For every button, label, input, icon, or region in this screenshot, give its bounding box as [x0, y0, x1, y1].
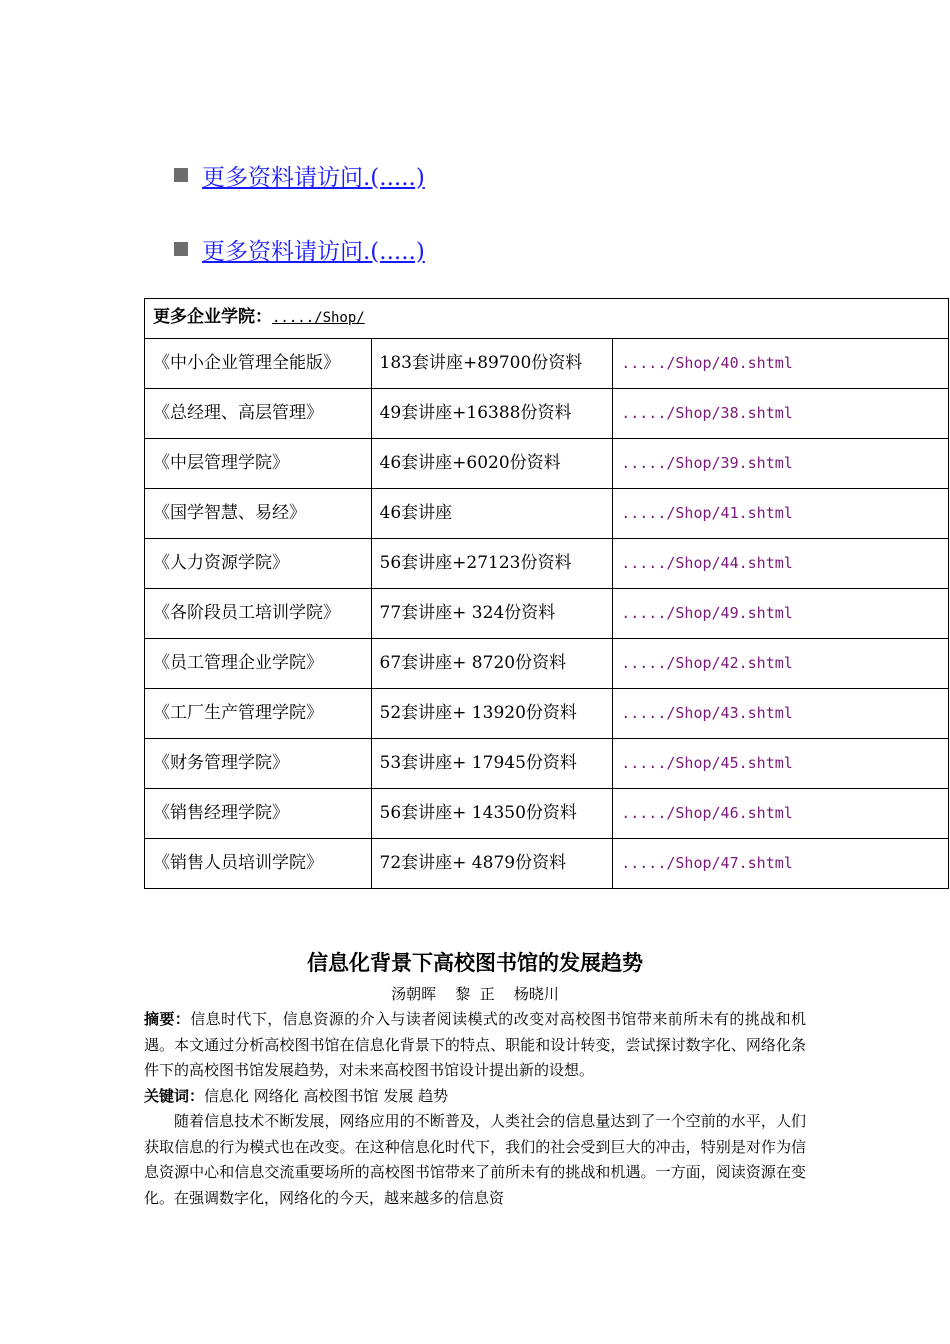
article-authors: 汤朝晖 黎 正 杨晓川 — [391, 985, 559, 1003]
table-header-cell — [145, 299, 949, 339]
course-name: 《总经理、高层管理》 — [145, 389, 372, 439]
table-row — [145, 589, 949, 639]
course-desc: 49套讲座+16388份资料 — [371, 389, 613, 439]
course-link[interactable]: ...../Shop/40.shtml — [621, 354, 793, 372]
table-row — [145, 639, 949, 689]
course-desc: 46套讲座+6020份资料 — [371, 439, 613, 489]
course-name: 《工厂生产管理学院》 — [145, 689, 372, 739]
table-row — [145, 689, 949, 739]
course-name: 《中层管理学院》 — [145, 439, 372, 489]
course-name: 《人力资源学院》 — [145, 539, 372, 589]
table-row — [145, 539, 949, 589]
course-name: 《员工管理企业学院》 — [145, 639, 372, 689]
table-row — [145, 489, 949, 539]
keywords-text: 信息化 网络化 高校图书馆 发展 趋势 — [204, 1086, 449, 1105]
course-link[interactable]: ...../Shop/43.shtml — [621, 704, 793, 722]
course-name: 《销售人员培训学院》 — [145, 839, 372, 889]
course-desc: 52套讲座+ 13920份资料 — [371, 689, 613, 739]
keywords-label: 关键词： — [144, 1086, 205, 1105]
course-name: 《销售经理学院》 — [145, 789, 372, 839]
keywords-paragraph — [144, 1084, 806, 1110]
course-desc: 56套讲座+ 14350份资料 — [371, 789, 613, 839]
shop-table — [144, 298, 949, 889]
abstract-label: 摘要： — [144, 1010, 191, 1028]
course-link[interactable]: ...../Shop/39.shtml — [621, 454, 793, 472]
course-desc: 53套讲座+ 17945份资料 — [371, 739, 613, 789]
course-desc: 72套讲座+ 4879份资料 — [371, 839, 613, 889]
course-link[interactable]: ...../Shop/46.shtml — [621, 804, 793, 822]
course-name: 《国学智慧、易经》 — [145, 489, 372, 539]
course-desc: 77套讲座+ 324份资料 — [371, 589, 613, 639]
course-link[interactable]: ...../Shop/41.shtml — [621, 504, 793, 522]
course-desc: 46套讲座 — [371, 489, 613, 539]
course-link[interactable]: ...../Shop/49.shtml — [621, 604, 793, 622]
header-label: 更多企业学院： — [153, 307, 272, 327]
table-header-row — [145, 299, 949, 339]
article — [144, 945, 806, 1211]
abstract-text: 信息时代下，信息资源的介入与读者阅读模式的改变对高校图书馆带来前所未有的挑战和机遇。本文通过分析高校图书馆在信息化背景下的特点、职能和设计转变，尝试探讨数字化、网络化条件下的高校图书馆发展趋势，对未来高校图书馆设计提出新的设想。 — [144, 1010, 806, 1079]
course-desc: 183套讲座+89700份资料 — [371, 339, 613, 389]
course-link[interactable]: ...../Shop/44.shtml — [621, 554, 793, 572]
course-name: 《各阶段员工培训学院》 — [145, 589, 372, 639]
table-row — [145, 389, 949, 439]
abstract-paragraph — [144, 1007, 806, 1084]
table-row — [145, 789, 949, 839]
square-bullet-icon — [174, 168, 188, 182]
course-link[interactable]: ...../Shop/42.shtml — [621, 654, 793, 672]
body-paragraph: 随着信息技术不断发展，网络应用的不断普及，人类社会的信息量达到了一个空前的水平，人们获取信息的行为模式也在改变。在这种信息化时代下，我们的社会受到巨大的冲击，特别是对作为信息资源中心和信息交流重要场所的高校图书馆带来了前所未有的挑战和机遇。一方面，阅读资源在变化。在强调数字化，网络化的今天，越来越多的信息资 — [144, 1112, 806, 1207]
table-row — [145, 439, 949, 489]
course-desc: 56套讲座+27123份资料 — [371, 539, 613, 589]
square-bullet-icon — [174, 242, 188, 256]
course-desc: 67套讲座+ 8720份资料 — [371, 639, 613, 689]
course-link[interactable]: ...../Shop/47.shtml — [621, 854, 793, 872]
more-resources-link[interactable]: 更多资料请访问.(.....) — [202, 238, 425, 265]
table-row — [145, 739, 949, 789]
article-title: 信息化背景下高校图书馆的发展趋势 — [307, 951, 643, 975]
more-resources-link[interactable]: 更多资料请访问.(.....) — [202, 164, 425, 191]
course-link[interactable]: ...../Shop/45.shtml — [621, 754, 793, 772]
table-row — [145, 839, 949, 889]
course-name: 《中小企业管理全能版》 — [145, 339, 372, 389]
course-link[interactable]: ...../Shop/38.shtml — [621, 404, 793, 422]
course-name: 《财务管理学院》 — [145, 739, 372, 789]
bullet-link-1[interactable] — [174, 158, 425, 192]
bullet-link-2[interactable] — [174, 232, 425, 266]
table-row — [145, 339, 949, 389]
shop-home-link[interactable]: ...../Shop/ — [272, 310, 365, 326]
